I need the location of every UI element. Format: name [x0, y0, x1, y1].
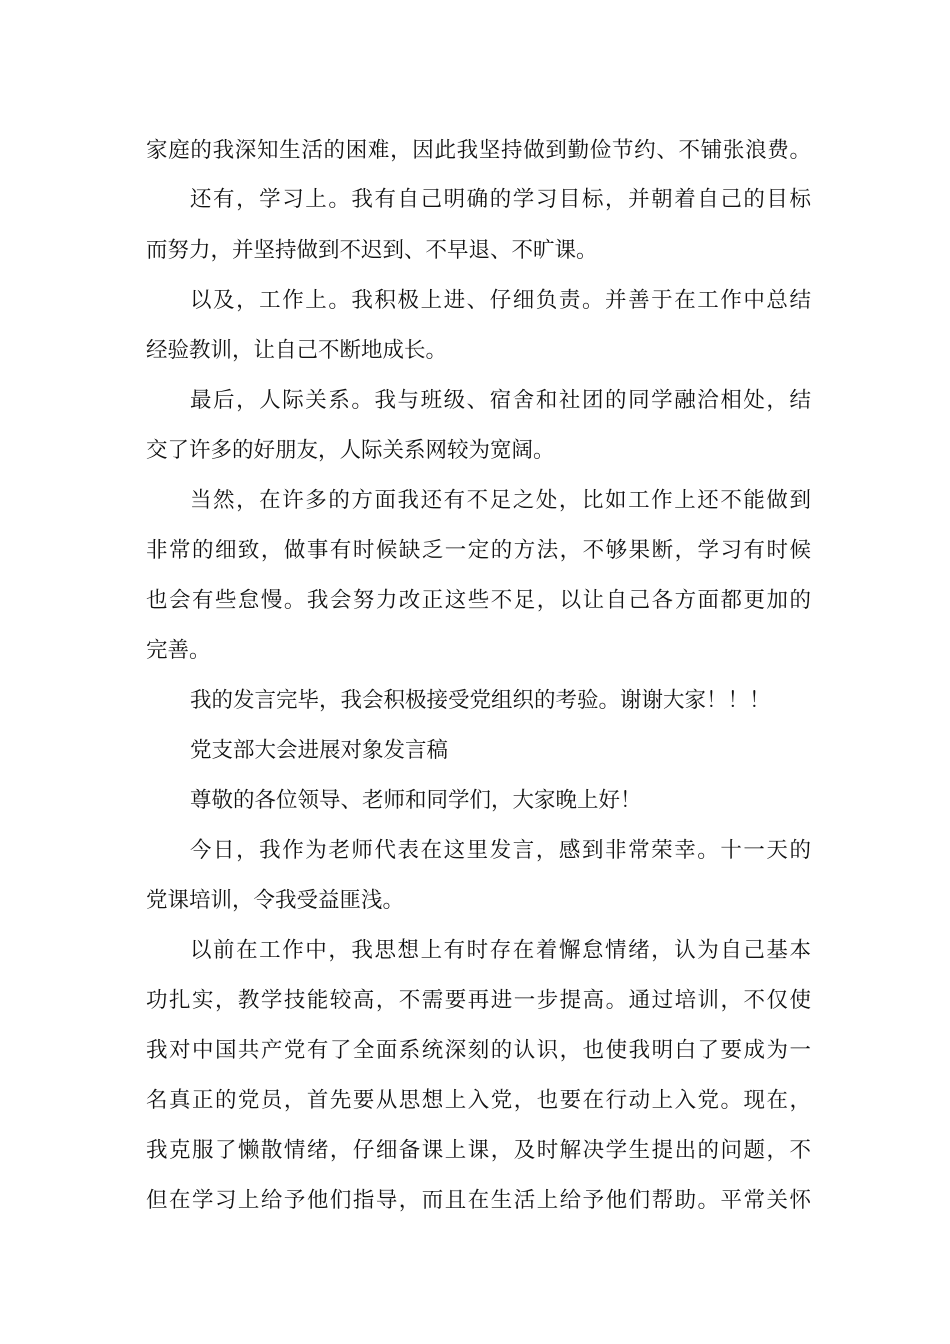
text-line: 经验教训，让自己不断地成长。: [146, 338, 448, 363]
section-title: 党支部大会进展对象发言稿: [190, 738, 449, 763]
text-line: 而努力，并坚持做到不迟到、不早退、不旷课。: [146, 238, 598, 263]
text-line: 非常的细致，做事有时候缺乏一定的方法，不够果断，学习有时候: [146, 538, 811, 563]
text-line: 我的发言完毕，我会积极接受党组织的考验。谢谢大家！！！: [190, 688, 771, 713]
text-line: 也会有些怠慢。我会努力改正这些不足，以让自己各方面都更加的: [146, 588, 811, 613]
text-line: 交了许多的好朋友，人际关系网较为宽阔。: [146, 438, 555, 463]
text-line: 还有，学习上。我有自己明确的学习目标，并朝着自己的目标: [190, 187, 811, 212]
text-line: 功扎实，教学技能较高，不需要再进一步提高。通过培训，不仅使: [146, 988, 811, 1013]
text-line: 但在学习上给予他们指导，而且在生活上给予他们帮助。平常关怀: [146, 1188, 811, 1213]
text-line: 完善。: [146, 638, 211, 663]
text-line: 我克服了懒散情绪，仔细备课上课，及时解决学生提出的问题，不: [146, 1138, 811, 1163]
text-line: 当然，在许多的方面我还有不足之处，比如工作上还不能做到: [190, 488, 811, 513]
text-line: 今日，我作为老师代表在这里发言，感到非常荣幸。十一天的: [190, 838, 811, 863]
text-line: 我对中国共产党有了全面系统深刻的认识，也使我明白了要成为一: [146, 1038, 811, 1063]
text-line: 以及，工作上。我积极上进、仔细负责。并善于在工作中总结: [190, 288, 811, 313]
text-line: 以前在工作中，我思想上有时存在着懈怠情绪，认为自己基本: [190, 938, 811, 963]
text-line: 党课培训，令我受益匪浅。: [146, 888, 405, 913]
salutation: 尊敬的各位领导、老师和同学们，大家晚上好！: [190, 788, 642, 813]
text-line: 名真正的党员，首先要从思想上入党，也要在行动上入党。现在，: [146, 1088, 811, 1113]
text-line: 家庭的我深知生活的困难，因此我坚持做到勤俭节约、不铺张浪费。: [146, 138, 811, 163]
text-line: 最后，人际关系。我与班级、宿舍和社团的同学融洽相处，结: [190, 388, 811, 413]
